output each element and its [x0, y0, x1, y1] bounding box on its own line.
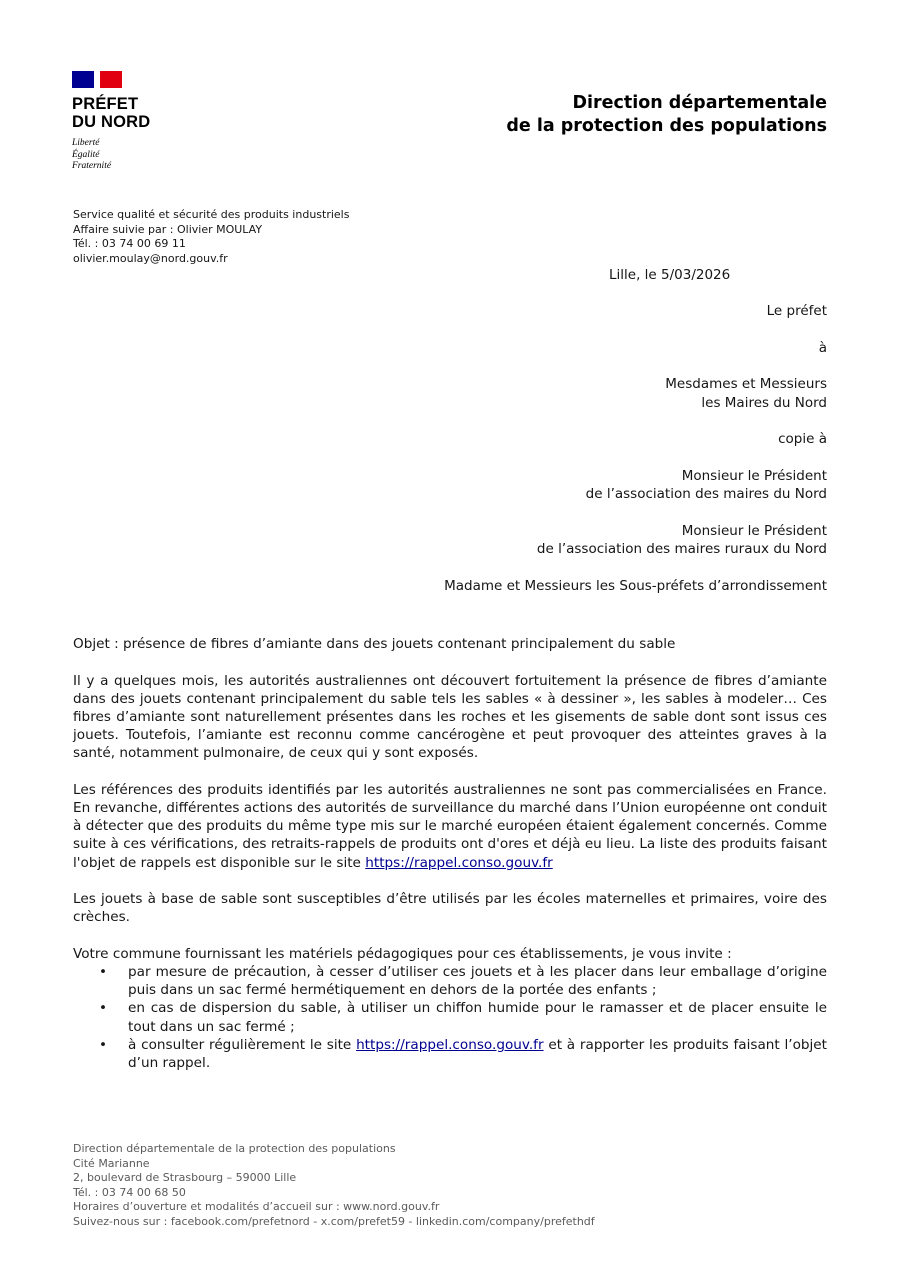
service-email: olivier.moulay@nord.gouv.fr: [73, 251, 228, 265]
motto-fraternite: Fraternité: [72, 161, 112, 171]
list-item: [73, 1036, 827, 1072]
bullet-icon: •: [99, 1036, 108, 1053]
primary-recipient-line2: les Maires du Nord: [701, 394, 827, 411]
motto-egalite: Égalité: [72, 149, 100, 160]
recommendations-list: [73, 963, 827, 1072]
flag-red-band: [100, 71, 122, 88]
department-title: [506, 92, 827, 138]
follow-up-officer: Affaire suivie par : Olivier MOULAY: [73, 222, 263, 236]
letter-body: [73, 635, 827, 1072]
flag-blue-band: [72, 71, 94, 88]
to-label: à: [818, 339, 827, 356]
copy-recipient-2: [327, 522, 827, 558]
prefet-logo-name: [72, 95, 150, 131]
paragraph-2: [73, 781, 827, 872]
letter-subject: Objet : présence de fibres d’amiante dans des jouets contenant principalement du sable: [73, 636, 676, 652]
department-title-line1: Direction départementale: [572, 93, 827, 113]
footer-building: Cité Marianne: [73, 1156, 150, 1170]
marianne-flag-logo: [72, 71, 122, 88]
sender: Le préfet: [766, 303, 827, 319]
copy1-line2: de l’association des maires du Nord: [585, 486, 827, 503]
list-item-text: par mesure de précaution, à cesser d’utiliser ces jouets et à les placer dans leur emballage d’origine puis dans un sac fermé hermétiquement en dehors de la portée des enfants ;: [128, 964, 827, 999]
republic-motto: [72, 138, 111, 173]
footer-social: Suivez-nous sur : facebook.com/prefetnord - x.com/prefet59 - linkedin.com/company/prefethdf: [73, 1214, 595, 1228]
rappel-conso-link-2[interactable]: https://rappel.conso.gouv.fr: [356, 1036, 544, 1053]
list-item: [73, 963, 827, 999]
list-item: [73, 999, 827, 1035]
footer-address: 2, boulevard de Strasbourg – 59000 Lille: [73, 1171, 297, 1185]
footer-address-block: [73, 1142, 595, 1230]
copy2-line1: Monsieur le Président: [681, 522, 827, 539]
list-item-text-after: et à rapporter les produits faisant l’objet d’un rappel.: [128, 1036, 827, 1072]
footer-organization: Direction départementale de la protection des populations: [73, 1142, 396, 1155]
service-contact-block: [73, 208, 349, 266]
logo-name-line2: DU NORD: [72, 113, 151, 131]
service-phone: Tél. : 03 74 00 69 11: [73, 237, 186, 250]
list-item-text: en cas de dispersion du sable, à utiliser un chiffon humide pour le ramasser et de placer ensuite le tout dans un sac fermé ;: [128, 1000, 827, 1035]
footer-phone: Tél. : 03 74 00 68 50: [73, 1185, 186, 1199]
copy1-line1: Monsieur le Président: [681, 468, 827, 485]
copy-recipient-1: [327, 467, 827, 503]
copy-label: copie à: [778, 431, 827, 448]
letter-date: Lille, le 5/03/2026: [609, 267, 731, 283]
motto-liberte: Liberté: [72, 138, 100, 148]
copy-recipient-3: Madame et Messieurs les Sous-préfets d’arrondissement: [444, 577, 827, 594]
bullet-icon: •: [99, 1000, 108, 1017]
list-item-text-before: à consulter régulièrement le site: [128, 1036, 357, 1053]
recipients-block: [327, 302, 827, 614]
paragraph-2-text: Les références des produits identifiés par les autorités australiennes ne sont pas commercialisées en France. En revanche, différentes actions des autorités de surveillance du marché dans l’Union européenne ont conduit à détecter que des produits du même type mis sur le marché européen étaient également concernés. Comme suite à ces vérifications, des retraits-rappels de produits ont d'ores et déjà eu lieu. La liste des produits faisant l'objet de rappels est disponible sur le site: [73, 781, 827, 871]
department-title-line2: de la protection des populations: [506, 116, 827, 136]
copy2-line2: de l’association des maires ruraux du Nord: [536, 541, 827, 558]
primary-recipient: [327, 375, 827, 411]
bullet-icon: •: [99, 964, 108, 981]
primary-recipient-line1: Mesdames et Messieurs: [665, 376, 827, 393]
paragraph-4: Votre commune fournissant les matériels pédagogiques pour ces établissements, je vous invite :: [73, 945, 732, 962]
paragraph-1: Il y a quelques mois, les autorités australiennes ont découvert fortuitement la présence de fibres d’amiante dans des jouets contenant principalement du sable tels les sables « à dessiner », les sables à modeler… Ces fibres d’amiante sont naturellement présentes dans les roches et les gisements de sable dont sont issus ces jouets. Toutefois, l’amiante est reconnu comme cancérogène et peut provoquer des atteintes graves à la santé, notamment pulmonaire, de ceux qui y sont exposés.: [73, 672, 827, 762]
service-name: Service qualité et sécurité des produits industriels: [73, 208, 350, 221]
logo-name-line1: PRÉFET: [72, 95, 139, 113]
paragraph-3: Les jouets à base de sable sont susceptibles d’être utilisés par les écoles maternelles et primaires, voire des crèches.: [73, 891, 827, 926]
footer-hours: Horaires d’ouverture et modalités d’accueil sur : www.nord.gouv.fr: [73, 1200, 440, 1214]
rappel-conso-link[interactable]: https://rappel.conso.gouv.fr: [365, 854, 553, 871]
